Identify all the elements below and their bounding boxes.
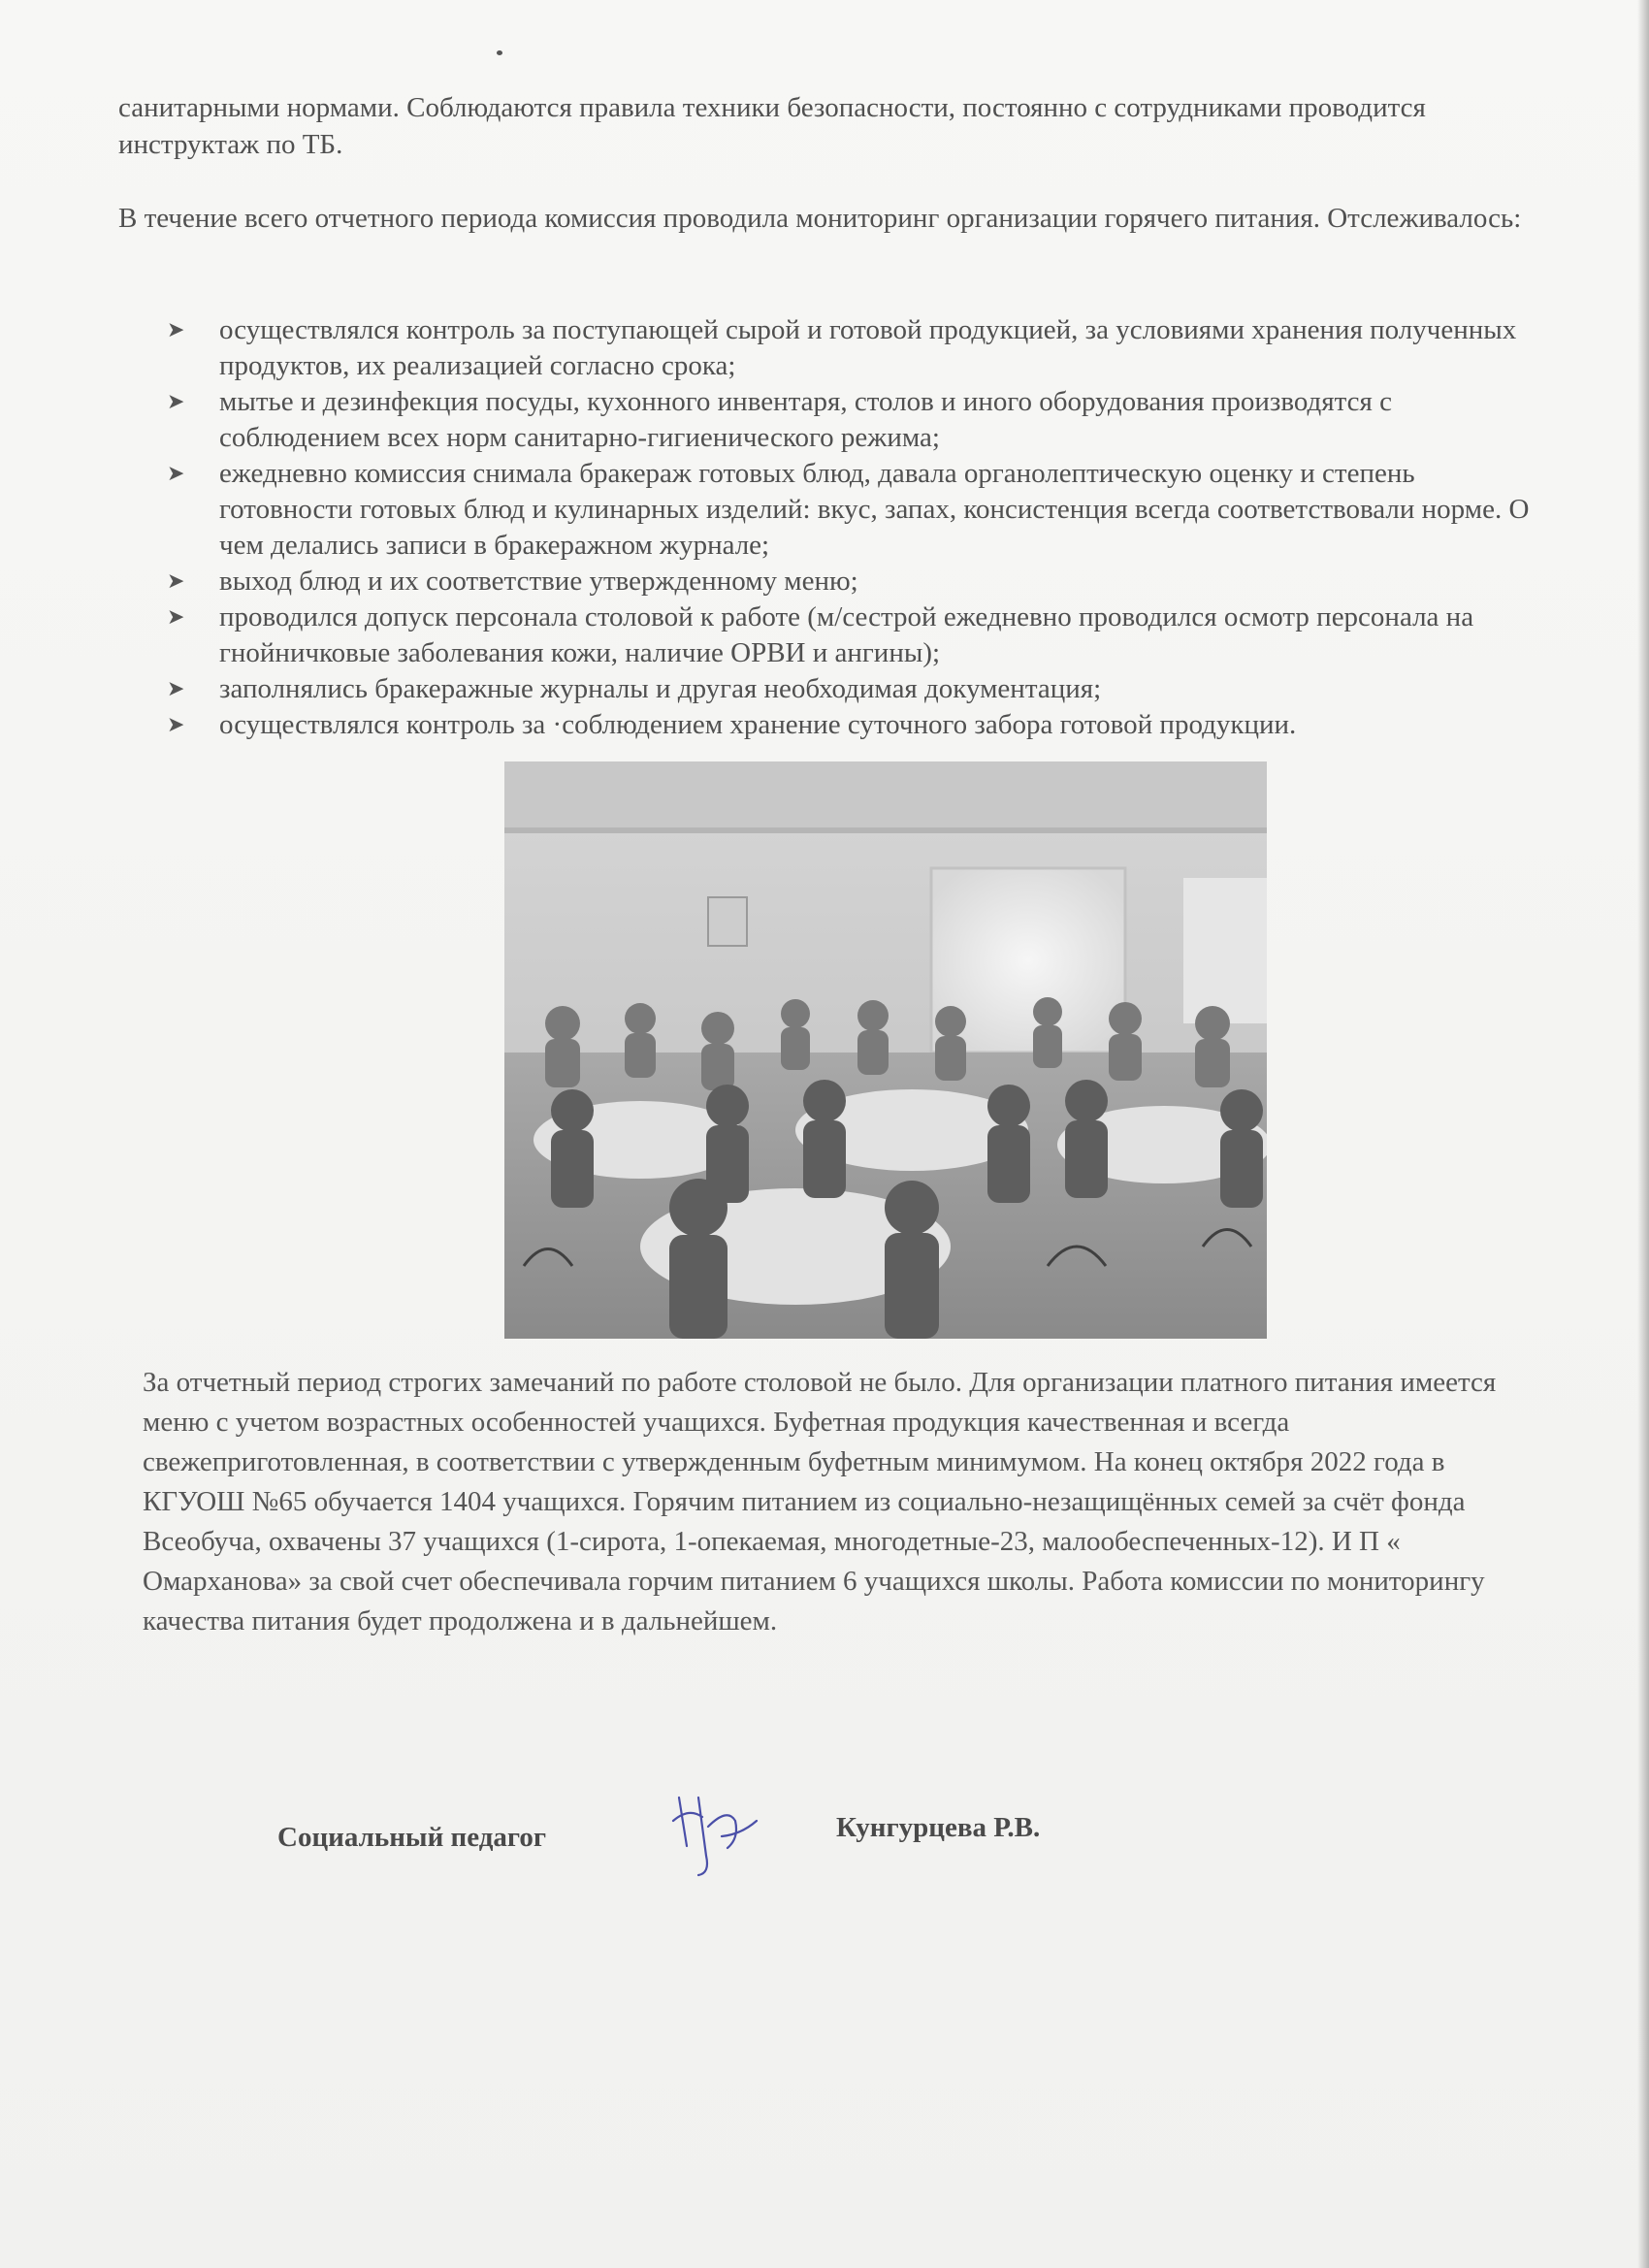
paragraph-monitoring-intro: В течение всего отчетного периода комиссия проводила мониторинг организации горячего питания. Отслеживалось: xyxy=(118,203,1522,234)
list-item: ➤ заполнялись бракеражные журналы и другая необходимая документация; xyxy=(167,671,1544,707)
paragraph-safety: санитарными нормами. Соблюдаются правила техники безопасности, постоянно с сотрудниками проводится инструктаж по ТБ. xyxy=(118,92,1426,160)
arrow-bullet-icon: ➤ xyxy=(167,318,185,342)
arrow-bullet-icon: ➤ xyxy=(167,462,185,486)
list-item: ➤ осуществлялся контроль за ·соблюдением хранение суточного забора готовой продукции. xyxy=(167,707,1544,743)
list-item: ➤ осуществлялся контроль за поступающей сырой и готовой продукцией, за условиями хранения полученных продуктов, их реализацией согласно срока; xyxy=(167,314,1517,381)
list-item: ➤ мытье и дезинфекция посуды, кухонного инвентаря, столов и иного оборудования производятся с соблюдением всех норм санитарно-гигиенического режима; xyxy=(167,386,1392,453)
scan-edge-shadow xyxy=(1637,0,1649,2268)
list-item: ➤ выход блюд и их соответствие утвержденному меню; xyxy=(167,564,1544,599)
arrow-bullet-icon: ➤ xyxy=(167,390,185,414)
signature-block xyxy=(0,1812,1649,1890)
arrow-bullet-icon: ➤ xyxy=(167,605,185,630)
handwritten-signature xyxy=(660,1778,766,1885)
arrow-bullet-icon: ➤ xyxy=(167,569,185,594)
paragraph-summary: За отчетный период строгих замечаний по работе столовой не было. Для организации платного питания имеется меню с учетом возрастных особенностей учащихся. Буфетная продукция качественная и всегда свежеприготовленная, в соответствии с утвержденным буфетным минимумом. На конец октября 2022 года в КГУОШ №65 обучается 1404 учащихся. Горячим питанием из социально-незащищённых семей за счёт фонда Всеобуча, охвачены 37 учащихся (1-сирота, 1-опекаемая, многодетные-23, малообеспеченных-12). И П « Омарханова» за свой счет обеспечивала горчим питанием 6 учащихся школы. Работа комиссии по мониторингу качества питания будет продолжена и в дальнейшем. xyxy=(143,1367,1497,1636)
monitoring-list xyxy=(167,312,1544,743)
arrow-bullet-icon: ➤ xyxy=(167,713,185,737)
canteen-photo-illustration xyxy=(504,761,1267,1339)
signer-name: Кунгурцева Р.В. xyxy=(836,1812,1041,1843)
signer-role: Социальный педагог xyxy=(277,1822,547,1853)
canteen-photo xyxy=(504,761,1267,1339)
arrow-bullet-icon: ➤ xyxy=(167,677,185,701)
list-item: ➤ ежедневно комиссия снимала бракераж готовых блюд, давала органолептическую оценку и степень готовности готовых блюд и кулинарных изделий: вкус, запах, консистенция всегда соответствовали норме. О чем делались записи в бракеражном журнале; xyxy=(167,458,1530,561)
scan-speck xyxy=(497,50,502,55)
list-item: ➤ проводился допуск персонала столовой к работе (м/сестрой ежедневно проводился осмотр персонала на гнойничковые заболевания кожи, наличие ОРВИ и ангины); xyxy=(167,601,1474,668)
